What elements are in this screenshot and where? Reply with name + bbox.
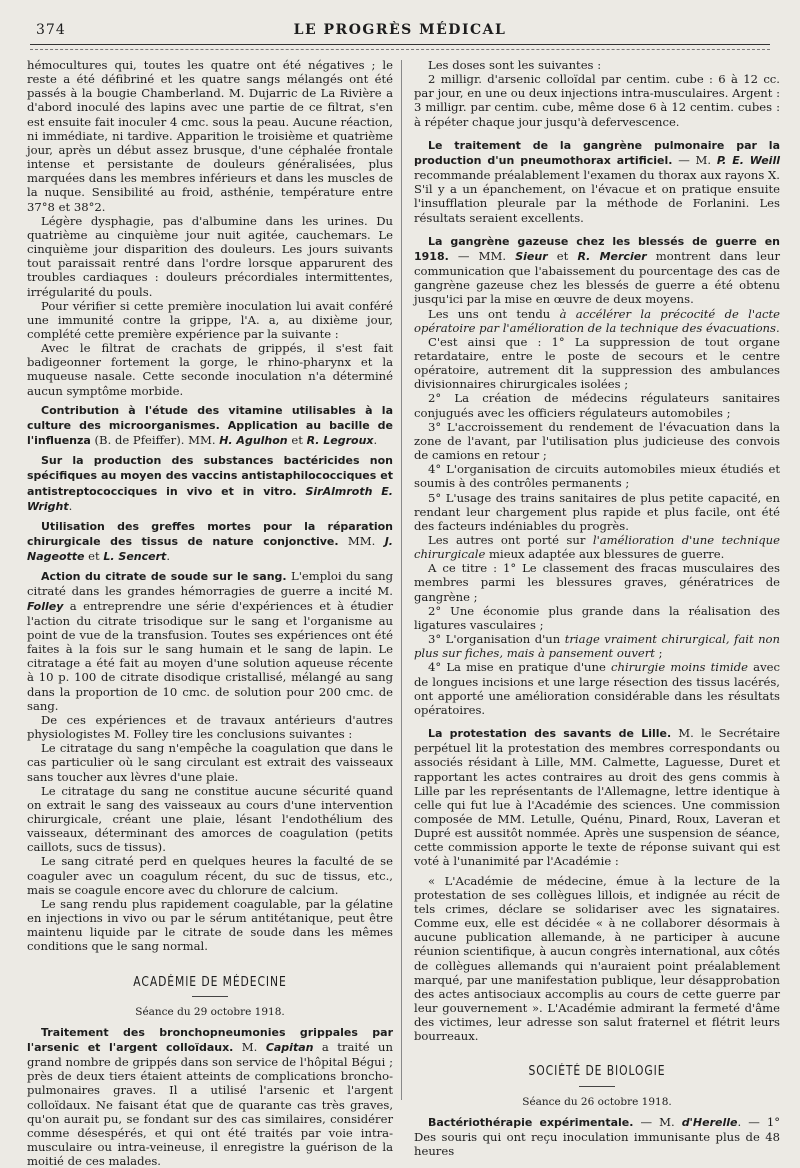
author-name: R. Legroux <box>306 434 374 448</box>
article-entry: Action du citrate de soude sur le sang. L'emploi du sang citraté dans les grandes hémorragies de guerre a incité M. Folley a entreprendre une série d'expériences et à étudier l'action du citrate trisodique sur le sang et l'organisme au point de vue de la transfusion. Toutes ses expériences ont été faites à la fois sur le sang humain et le sang de lapin. Le citratage a été fait au moyen d'une solution aqueuse récente à 10 p. 100 de citrate disodique cristallisé, mélangé au sang dans la proportion de 10 cmc. de solution pour 200 cmc. de sang. <box>27 569 393 713</box>
article-entry: Bactériothérapie expérimentale. — M. d'Herelle. — 1° Des souris qui ont reçu inoculation immunisante plus de 48 heures <box>414 1114 781 1159</box>
section-title: SOCIÉTÉ DE BIOLOGIE <box>528 1064 666 1080</box>
section-rule <box>579 1086 615 1087</box>
author-name: R. Mercier <box>577 249 647 263</box>
article-entry: La protestation des savants de Lille. M. le Secrétaire perpétuel lit la protestation des membres correspondants ou associés résidant à Lille, MM. Calmette, Laguesse, Duret et rapportant les actes contraires au droit des gens commis à Lille par les représentants de l'Allemagne, lettre identique à celle qui fut lue à l'Académie des sciences. Une commission composée de MM. Letulle, Quénu, Pinard, Roux, Laveran et Dupré est aussitôt nommée. Après une suspension de séance, cette commission apporte le texte de réponse suivant qui est voté à l'unanimité par l'Académie : <box>414 726 780 869</box>
article-title: Traitement des bronchopneumonies grippales par l'arsenic et l'argent colloïdaux. <box>27 1025 393 1054</box>
article-title: Utilisation des greffes mortes pour la réparation chirurgicale des tissus de nature conjonctive. <box>27 519 393 548</box>
author-name: J. Nageotte <box>27 535 393 564</box>
paragraph: 2° Une économie plus grande dans la réalisation des ligatures vasculaires ; <box>414 603 780 632</box>
paragraph: Le sang citraté perd en quelques heures la faculté de se coaguler avec un coagulum récent, du suc de tissus, etc., mais se coagule encore avec du chlorure de calcium. <box>27 854 393 897</box>
journal-title: LE PROGRÈS MÉDICAL <box>293 22 507 38</box>
author-name: SirAlmroth E. Wright <box>27 484 393 513</box>
paragraph: Le citratage du sang n'empêche la coagulation que dans le cas particulier où le sang circulant est extrait des vaisseaux sans toucher aux lèvres d'une plaie. <box>27 741 393 784</box>
quotation: « L'Académie de médecine, émue à la lecture de la protestation de ses collègues lillois, et indignée au récit de tels crimes, déclare se solidariser avec les signataires. Comme eux, elle est décidée « à ne collaborer désormais à aucune publication allemande, à ne participer à aucune réunion scientifique, à aucun congrès international, aux côtés de collègues allemands qui n'auraient point préalablement marqué, par une manifestation publique, leur désapprobation des actes antisociaux accomplis au cours de cette guerre par leur gouvernement ». L'Académie admirant la fermeté d'âme des victimes, leur adresse son salut fraternel et flétrit leurs bourreaux. <box>414 873 780 1044</box>
paragraph: Les uns ont tendu à accélérer la précocité de l'acte opératoire par l'amélioration de la technique des évacuations. <box>414 306 780 335</box>
paragraph: Avec le filtrat de crachats de grippés, il s'est fait badigeonner fortement la gorge, le rhino-pharynx et la muqueuse nasale. Cette seconde inoculation n'a déterminé aucun symptôme morbide. <box>27 341 393 398</box>
section-date: Séance du 29 octobre 1918. <box>135 1005 285 1018</box>
article-title: Sur la production des substances bactéricides non spécifiques au moyen des vaccins antistaphilococciques et antistreptococciques in vivo et in vitro. <box>27 454 393 498</box>
article-entry: Traitement des bronchopneumonies grippales par l'arsenic et l'argent colloïdaux. M. Capitan a traité un grand nombre de grippés dans son service de l'hôpital Bégui ; près de deux tiers étaient atteints de complications broncho-pulmonaires graves. Il a utilisé l'arsenic et l'argent colloïdaux. Ne faisant état que de quarante cas très graves, qu'on aurait pu, se fondant sur des cas similaires, considérer comme désespérés, et qui ont été traités par voie intra-musculaire ou intra-veineuse, il enregistre la guérison de la moitié de ces malades. <box>27 1025 393 1168</box>
author-name: P. E. Weill <box>716 153 780 167</box>
article-title: La protestation des savants de Lille. <box>428 727 672 741</box>
page-header <box>30 20 770 44</box>
article-entry: La gangrène gazeuse chez les blessés de guerre en 1918. — MM. Sieur et R. Mercier montrent dans leur communication que l'abaissement du pourcentage des cas de gangrène gazeuse chez les blessés de guerre a été obtenu jusqu'ici par la mise en œuvre de deux moyens. <box>414 234 780 307</box>
article-entry: Le traitement de la gangrène pulmonaire par la production d'un pneumothorax artificiel. — M. P. E. Weill recommande préalablement l'examen du thorax aux rayons X. S'il y a un épanchement, on l'évacue et on pratique ensuite l'insufflation pleurale par la méthode de Forlanini. Les résultats seraient excellents. <box>414 138 780 225</box>
paragraph: Le citratage du sang ne constitue aucune sécurité quand on extrait le sang des vaisseaux au cours d'une intervention chirurgicale, créant une plaie, lésant l'endothélium des vaisseaux, déterminant des amorces de coagulation (petits caillots, sucs de tissus). <box>27 783 393 855</box>
section-date: Séance du 26 octobre 1918. <box>522 1095 672 1108</box>
paragraph: Les autres ont porté sur l'amélioration d'une technique chirurgicale mieux adaptée aux blessures de guerre. <box>414 533 780 562</box>
paragraph: 4° La mise en pratique d'une chirurgie moins timide avec de longues incisions et une large résection des tissus lacérés, ont apporté une amélioration considérable dans les résultats opératoires. <box>414 660 780 717</box>
paragraph: Légère dysphagie, pas d'albumine dans les urines. Du quatrième au cinquième jour nuit agitée, cauchemars. Le cinquième jour disparition des douleurs. Les jours suivants tout paraissait rentré dans l'ordre lorsque apparurent des troubles cardiaques : douleurs précordiales intermittentes, irrégularité du pouls. <box>27 213 393 299</box>
author-name: d'Herelle <box>681 1115 738 1129</box>
author-name: H. Agulhon <box>219 434 288 448</box>
paragraph: 2 milligr. d'arsenic colloïdal par centim. cube : 6 à 12 cc. par jour, en une ou deux injections intra-musculaires. Argent : 3 milligr. par centim. cube, même dose 6 à 12 centim. cubes : à répéter chaque jour jusqu'à defervescence. <box>414 72 780 129</box>
article-entry: Sur la production des substances bactéricides non spécifiques au moyen des vaccins antistaphilococciques et antistreptococciques in vivo et in vitro. SirAlmroth E. Wright. <box>27 454 393 513</box>
author-name: Capitan <box>265 1041 314 1054</box>
section-rule <box>192 996 228 997</box>
article-title: Bactériothérapie expérimentale. <box>428 1115 634 1129</box>
paragraph: Les doses sont les suivantes : <box>428 58 602 72</box>
article-title: Action du citrate de soude sur le sang. <box>41 570 287 584</box>
article-title: Le traitement de la gangrène pulmonaire par la production d'un pneumothorax artificiel. <box>414 138 780 167</box>
author-name: Sieur <box>515 249 548 263</box>
column-divider <box>401 60 402 1100</box>
paragraph: 3° L'accroissement du rendement de l'évacuation dans la zone de l'avant, par l'utilisation plus judicieuse des convois de camions en retour ; <box>414 419 780 463</box>
paragraph: 3° L'organisation d'un triage vraiment chirurgical, fait non plus sur fiches, mais à pansement ouvert ; <box>414 632 780 661</box>
paragraph: 5° L'usage des trains sanitaires de plus petite capacité, en rendant leur chargement plus rapide et plus facile, ont été des facteurs indéniables du progrès. <box>414 490 780 533</box>
paragraph: hémocultures qui, toutes les quatre ont été négatives ; le reste a été défibriné et les quatre sangs mélangés ont été passés à la bougie Chamberland. M. Dujarric de La Rivière a d'abord inoculé des lapins avec une partie de ce filtrat, s'en est ensuite fait inoculer 4 cmc. sous la peau. Aucune réaction, ni immédiate, ni tardive. Apparition le troisième et quatrième jour, après un début assez brusque, d'une céphalée frontale intense et persistante de douleurs généralisées, plus marquées dans les membres inférieurs et dans les muscles de la nuque. Sensibilité au froid, asthénie, température entre 37°8 et 38°2. <box>27 58 393 214</box>
author-name: L. Sencert <box>103 550 167 564</box>
author-name: Folley <box>27 599 64 613</box>
article-title: Contribution à l'étude des vitamine utilisables à la culture des microorganismes. Application au bacille de l'influenza <box>27 403 393 448</box>
paragraph: 2° La création de médecins régulateurs sanitaires conjugués avec les officiers régulateurs automobiles ; <box>414 391 780 420</box>
paragraph: Pour vérifier si cette première inoculation lui avait conféré une immunité contre la grippe, l'A. a, au dixième jour, complété cette première expérience par la suivante : <box>27 298 393 341</box>
header-rule <box>30 44 770 50</box>
article-title: La gangrène gazeuse chez les blessés de guerre en 1918. <box>414 234 780 263</box>
page-number: 374 <box>36 22 66 38</box>
right-column <box>414 58 780 1158</box>
paragraph: C'est ainsi que : 1° La suppression de tout organe retardataire, entre le poste de secours et le centre opératoire, autrement dit la suppression des ambulances divisionnaires chirurgicales isolées ; <box>414 334 780 392</box>
paragraph: 4° L'organisation de circuits automobiles mieux étudiés et soumis à des contrôles permanents ; <box>414 462 780 491</box>
paragraph: De ces expériences et de travaux antérieurs d'autres physiologistes M. Folley tire les conclusions suivantes : <box>27 712 393 742</box>
article-entry: Contribution à l'étude des vitamine utilisables à la culture des microorganismes. Application au bacille de l'influenza (B. de Pfeiffer). MM. H. Agulhon et R. Legroux. <box>27 403 393 448</box>
paragraph: A ce titre : 1° Le classement des fracas musculaires des membres parmi les blessures graves, génératrices de gangrène ; <box>414 561 780 604</box>
left-column <box>27 58 393 1168</box>
article-entry: Utilisation des greffes mortes pour la réparation chirurgicale des tissus de nature conjonctive. MM. J. Nageotte et L. Sencert. <box>27 519 393 564</box>
paragraph: Le sang rendu plus rapidement coagulable, par la gélatine en injections in vivo ou par le sérum antitétanique, peut être maintenu liquide par le citrate de soude dans les mêmes conditions que le sang normal. <box>27 896 393 954</box>
section-title: ACADÉMIE DE MÉDECINE <box>133 974 287 990</box>
